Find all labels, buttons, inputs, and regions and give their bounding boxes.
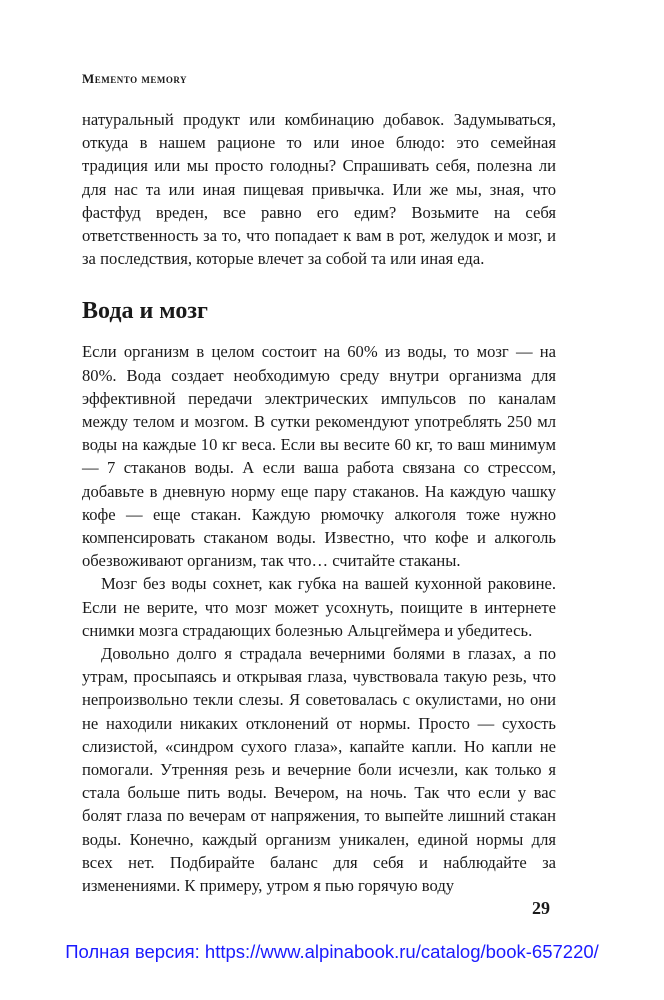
intro-paragraph: натуральный продукт или комбинацию добавок. Задумываться, откуда в нашем рационе то или иное блюдо: это семейная традиция или мы просто голодны? Спрашивать себя, полезна ли для нас та или иная пищевая привычка. Или же мы, зная, что фастфуд вреден, все равно его едим? Возьмите на себя ответственность за то, что попадает к вам в рот, желудок и мозг, и за последствия, которые влечет за собой та или иная еда.: [82, 110, 556, 269]
running-head: Memento memory: [82, 71, 188, 86]
full-version-link[interactable]: Полная версия: https://www.alpinabook.ru/catalog/book-657220/: [65, 941, 599, 962]
page-content: [82, 108, 556, 897]
section-heading: Вода и мозг: [82, 298, 208, 325]
body-paragraph: Если организм в целом состоит на 60% из воды, то мозг — на 80%. Вода создает необходимую среду внутри организма для эффективной передачи электрических импульсов по каналам между телом и мозгом. В сутки рекомендуют употреблять 250 мл воды на каждые 10 кг веса. Если вы весите 60 кг, то ваш минимум — 7 стаканов воды. А если ваша работа связана со стрессом, добавьте в дневную норму еще пару стаканов. На каждую чашку кофе — еще стакан. Каждую рюмочку алкоголя тоже нужно компенсировать стаканом воды. Известно, что кофе и алкоголь обезвоживают организм, так что… считайте стаканы.: [82, 342, 556, 571]
page-number: 29: [532, 898, 550, 918]
body-paragraph: Мозг без воды сохнет, как губка на вашей кухонной раковине. Если не верите, что мозг может усохнуть, поищите в интернете снимки мозга страдающих болезнью Альцгеймера и убедитесь.: [82, 574, 556, 640]
body-paragraph: Довольно долго я страдала вечерними болями в глазах, а по утрам, просыпаясь и открывая глаза, чувствовала такую резь, что непроизвольно текли слезы. Я советовалась с окулистами, но они не находили никаких отклонений от нормы. Просто — сухость слизистой, «синдром сухого глаза», капайте капли. Но капли не помогали. Утренняя резь и вечерние боли исчезли, как только я стала больше пить воды. Вечером, на ночь. Так что если у вас болят глаза по вечерам от напряжения, то выпейте лишний стакан воды. Конечно, каждый организм уникален, единой нормы для всех нет. Подбирайте баланс для себя и наблюдайте за изменениями. К примеру, утром я пью горячую воду: [82, 644, 556, 896]
